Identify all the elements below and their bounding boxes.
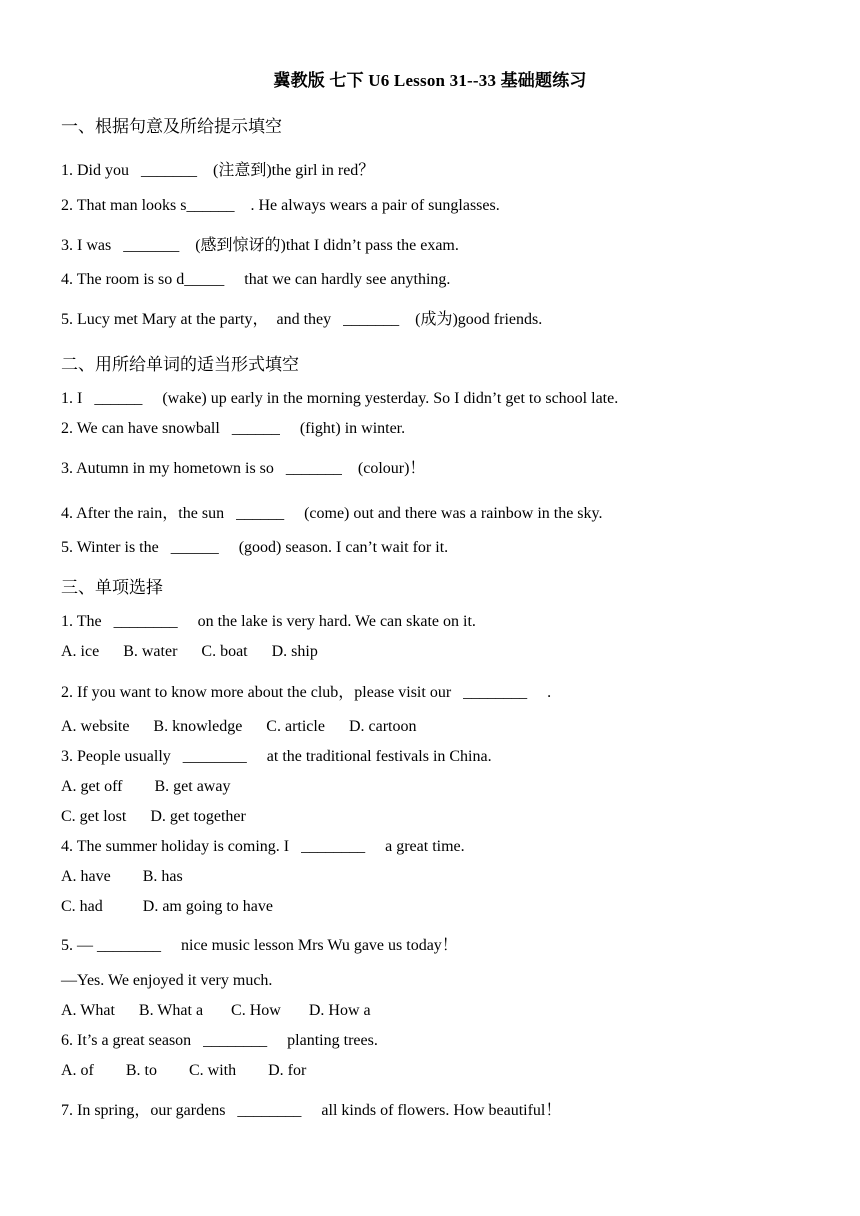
s1-question-2: 2. That man looks s______ . He always wears a pair of sunglasses. bbox=[61, 197, 500, 214]
s1-question-3: 3. I was _______ (感到惊讶的)that I didn’t pass the exam. bbox=[61, 237, 459, 254]
s3-question-5-reply: —Yes. We enjoyed it very much. bbox=[61, 972, 273, 989]
s3-question-4-options-a: A. have B. has bbox=[61, 868, 183, 885]
s3-question-6: 6. It’s a great season ________ planting trees. bbox=[61, 1032, 378, 1049]
s3-question-4: 4. The summer holiday is coming. I ________ a great time. bbox=[61, 838, 465, 855]
s3-question-1: 1. The ________ on the lake is very hard. We can skate on it. bbox=[61, 613, 476, 630]
s3-question-5-options: A. What B. What a C. How D. How a bbox=[61, 1002, 371, 1019]
section-3-heading: 三、单项选择 bbox=[61, 578, 163, 598]
s2-question-3: 3. Autumn in my hometown is so _______ (colour)！ bbox=[61, 460, 426, 477]
s3-question-4-options-b: C. had D. am going to have bbox=[61, 898, 273, 915]
page-title: 冀教版 七下 U6 Lesson 31--33 基础题练习 bbox=[273, 71, 587, 90]
s2-question-4: 4. After the rain，the sun ______ (come) out and there was a rainbow in the sky. bbox=[61, 505, 603, 522]
s3-question-2-options: A. website B. knowledge C. article D. cartoon bbox=[61, 718, 417, 735]
s2-question-5: 5. Winter is the ______ (good) season. I can’t wait for it. bbox=[61, 539, 449, 556]
s2-question-2: 2. We can have snowball ______ (fight) in winter. bbox=[61, 420, 406, 437]
s3-question-3-options-a: A. get off B. get away bbox=[61, 778, 231, 795]
s3-question-5: 5. — ________ nice music lesson Mrs Wu gave us today！ bbox=[61, 937, 458, 954]
s3-question-3-options-b: C. get lost D. get together bbox=[61, 808, 246, 825]
section-1-heading: 一、根据句意及所给提示填空 bbox=[61, 117, 282, 137]
s3-question-6-options: A. of B. to C. with D. for bbox=[61, 1062, 307, 1079]
s1-question-1: 1. Did you _______ (注意到)the girl in red？ bbox=[61, 162, 375, 179]
s1-question-5: 5. Lucy met Mary at the party， and they _______ (成为)good friends. bbox=[61, 311, 543, 328]
s3-question-7: 7. In spring，our gardens ________ all kinds of flowers. How beautiful！ bbox=[61, 1102, 562, 1119]
s1-question-4: 4. The room is so d_____ that we can hardly see anything. bbox=[61, 271, 451, 288]
s2-question-1: 1. I ______ (wake) up early in the morning yesterday. So I didn’t get to school late. bbox=[61, 390, 619, 407]
section-2-heading: 二、用所给单词的适当形式填空 bbox=[61, 355, 299, 375]
s3-question-1-options: A. ice B. water C. boat D. ship bbox=[61, 643, 318, 660]
s3-question-3: 3. People usually ________ at the traditional festivals in China. bbox=[61, 748, 492, 765]
s3-question-2: 2. If you want to know more about the club，please visit our ________ . bbox=[61, 684, 552, 701]
